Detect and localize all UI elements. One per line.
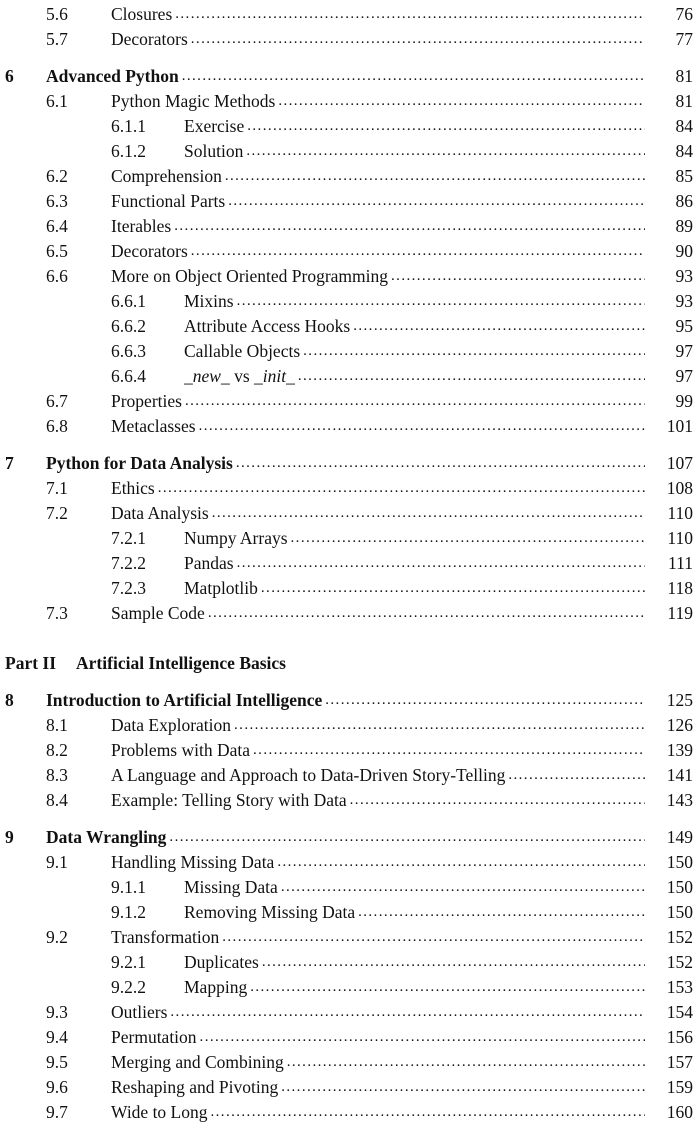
toc-title-part: vs <box>229 366 255 386</box>
toc-page-number: 143 <box>666 790 693 810</box>
toc-number: 9.4 <box>46 1027 68 1047</box>
toc-entry <box>111 476 645 500</box>
toc-section-row[interactable] <box>0 738 695 762</box>
toc-page-number: 118 <box>667 578 693 598</box>
dot-leader <box>262 950 645 974</box>
toc-entry <box>111 264 645 288</box>
dot-leader <box>508 763 645 787</box>
toc-entry <box>184 975 645 999</box>
toc-page-number: 76 <box>675 4 693 24</box>
toc-page-number: 97 <box>675 341 693 361</box>
toc-section-row[interactable] <box>0 1000 695 1024</box>
toc-title: Decorators <box>111 29 188 49</box>
toc-entry <box>111 601 645 625</box>
dot-leader <box>199 414 645 438</box>
dot-leader <box>185 389 645 413</box>
toc-section-row[interactable] <box>0 601 695 625</box>
toc-entry <box>111 925 645 949</box>
toc-section-row[interactable] <box>0 1075 695 1099</box>
toc-entry <box>111 389 645 413</box>
toc-title: Iterables <box>111 216 172 236</box>
part-title: Artificial Intelligence Basics <box>76 653 286 673</box>
toc-page-number: 152 <box>666 952 693 972</box>
toc-title: Data Wrangling <box>46 827 167 847</box>
toc-page-number: 107 <box>666 453 693 473</box>
toc-title: Exercise <box>184 116 245 136</box>
toc-title: Advanced Python <box>46 66 179 86</box>
toc-title: Duplicates <box>184 952 259 972</box>
toc-number: 9.2.1 <box>111 952 146 972</box>
toc-page-number: 95 <box>675 316 693 336</box>
toc-title: Numpy Arrays <box>184 528 288 548</box>
toc-section-row[interactable] <box>0 1050 695 1074</box>
toc-page-number: 149 <box>666 827 693 847</box>
toc-entry <box>46 64 645 88</box>
toc-page-number: 110 <box>667 528 693 548</box>
dot-leader <box>250 975 645 999</box>
toc-title: Python for Data Analysis <box>46 453 233 473</box>
toc-chapter-row[interactable] <box>0 64 695 88</box>
toc-entry <box>111 1000 645 1024</box>
toc-title: Transformation <box>111 927 220 947</box>
toc-entry <box>111 1050 645 1074</box>
toc-title: Mapping <box>184 977 248 997</box>
toc-page-number: 81 <box>675 66 693 86</box>
dot-leader <box>303 339 645 363</box>
dot-leader <box>225 164 645 188</box>
dot-leader <box>237 289 645 313</box>
toc-entry <box>111 27 645 51</box>
toc-title: Problems with Data <box>111 740 251 760</box>
dot-leader <box>200 1025 645 1049</box>
toc-number: 9 <box>5 827 14 847</box>
toc-number: 6.6.3 <box>111 341 146 361</box>
toc-chapter-row[interactable] <box>0 825 695 849</box>
toc-title: Functional Parts <box>111 191 226 211</box>
toc-section-row[interactable] <box>0 89 695 113</box>
toc-title: Removing Missing Data <box>184 902 356 922</box>
part-heading <box>5 651 286 675</box>
toc-entry <box>184 950 645 974</box>
toc-title: Example: Telling Story with Data <box>111 790 347 810</box>
toc-entry <box>184 314 645 338</box>
toc-page-number: 126 <box>666 715 693 735</box>
toc-section-row[interactable] <box>0 239 695 263</box>
toc-entry <box>111 2 645 26</box>
dot-leader <box>234 713 645 737</box>
toc-title: A Language and Approach to Data-Driven Story-Telling <box>111 765 506 785</box>
dot-leader <box>281 875 645 899</box>
toc-page-number: 77 <box>675 29 693 49</box>
toc-chapter-row[interactable] <box>0 688 695 712</box>
toc-title: Callable Objects <box>184 341 301 361</box>
toc-title: Merging and Combining <box>111 1052 284 1072</box>
toc-number: 6.3 <box>46 191 68 211</box>
toc-number: 6.4 <box>46 216 68 236</box>
toc-entry <box>184 289 645 313</box>
toc-page-number: 86 <box>675 191 693 211</box>
toc-number: 5.6 <box>46 4 68 24</box>
toc-page-number: 84 <box>675 116 693 136</box>
dot-leader <box>291 526 645 550</box>
toc-entry <box>111 89 645 113</box>
toc-subsection-row[interactable] <box>0 364 695 388</box>
toc-section-row[interactable] <box>0 788 695 812</box>
toc-page-number: 84 <box>675 141 693 161</box>
toc-section-row[interactable] <box>0 414 695 438</box>
toc-title: Introduction to Artificial Intelligence <box>46 690 323 710</box>
toc-title: Matplotlib <box>184 578 258 598</box>
dot-leader <box>350 788 645 812</box>
dot-leader <box>191 27 645 51</box>
toc-title: Data Exploration <box>111 715 232 735</box>
toc-title: Decorators <box>111 241 188 261</box>
toc-title: Mixins <box>184 291 234 311</box>
toc-section-row[interactable] <box>0 925 695 949</box>
dot-leader <box>325 688 645 712</box>
toc-section-row[interactable] <box>0 27 695 51</box>
toc-section-row[interactable] <box>0 1100 695 1124</box>
toc-number: 7.2.3 <box>111 578 146 598</box>
toc-number: 9.7 <box>46 1102 68 1122</box>
toc-page-number: 101 <box>666 416 693 436</box>
toc-number: 9.2 <box>46 927 68 947</box>
toc-page-number: 141 <box>666 765 693 785</box>
toc-entry <box>184 875 645 899</box>
dot-leader <box>246 139 645 163</box>
toc-page-number: 150 <box>666 902 693 922</box>
toc-section-row[interactable] <box>0 164 695 188</box>
toc-entry <box>184 576 645 600</box>
toc-page-number: 85 <box>675 166 693 186</box>
dot-leader <box>158 476 645 500</box>
dot-leader <box>253 738 645 762</box>
dot-leader <box>278 89 645 113</box>
toc-number: 8.4 <box>46 790 68 810</box>
toc-page-number: 93 <box>675 291 693 311</box>
toc-entry <box>111 763 645 787</box>
toc-title: Reshaping and Pivoting <box>111 1077 279 1097</box>
toc-entry <box>111 189 645 213</box>
toc-page-number: 97 <box>675 366 693 386</box>
toc-title: Metaclasses <box>111 416 196 436</box>
toc-number: 6.6 <box>46 266 68 286</box>
toc-subsection-row[interactable] <box>0 576 695 600</box>
toc-number: 7 <box>5 453 14 473</box>
toc-section-row[interactable] <box>0 476 695 500</box>
toc-title: Sample Code <box>111 603 205 623</box>
toc-section-row[interactable] <box>0 214 695 238</box>
toc-number: 9.6 <box>46 1077 68 1097</box>
toc-entry <box>111 713 645 737</box>
dot-leader <box>353 314 645 338</box>
toc-page-number: 152 <box>666 927 693 947</box>
toc-entry <box>184 339 645 363</box>
toc-entry <box>111 501 645 525</box>
toc-section-row[interactable] <box>0 389 695 413</box>
toc-number: 7.1 <box>46 478 68 498</box>
toc-number: 6.1 <box>46 91 68 111</box>
toc-entry <box>46 688 645 712</box>
toc-entry <box>184 139 645 163</box>
toc-number: 9.1.1 <box>111 877 146 897</box>
toc-number: 7.2.2 <box>111 553 146 573</box>
toc-page-number: 157 <box>666 1052 693 1072</box>
dot-leader <box>298 364 645 388</box>
toc-page-number: 150 <box>666 852 693 872</box>
toc-number: 6.8 <box>46 416 68 436</box>
toc-entry <box>111 788 645 812</box>
toc-entry <box>111 164 645 188</box>
toc-title-part: _new_ <box>184 366 230 386</box>
toc-chapter-row[interactable] <box>0 451 695 475</box>
toc-section-row[interactable] <box>0 264 695 288</box>
toc-entry <box>111 738 645 762</box>
toc-page-number: 119 <box>667 603 693 623</box>
dot-leader <box>182 64 645 88</box>
toc-section-row[interactable] <box>0 501 695 525</box>
toc-title: Data Analysis <box>111 503 209 523</box>
dot-leader <box>247 114 645 138</box>
toc-number: 8.3 <box>46 765 68 785</box>
dot-leader <box>391 264 645 288</box>
toc-number: 8.2 <box>46 740 68 760</box>
toc-page-number: 150 <box>666 877 693 897</box>
dot-leader <box>175 2 645 26</box>
toc-entry <box>111 850 645 874</box>
toc-number: 5.7 <box>46 29 68 49</box>
toc-subsection-row[interactable] <box>0 551 695 575</box>
dot-leader <box>170 1000 645 1024</box>
toc-entry <box>111 239 645 263</box>
toc-page-number: 110 <box>667 503 693 523</box>
toc-page-number: 99 <box>675 391 693 411</box>
toc-title <box>184 364 298 388</box>
toc-section-row[interactable] <box>0 189 695 213</box>
toc-subsection-row[interactable] <box>0 289 695 313</box>
toc-number: 6.1.2 <box>111 141 146 161</box>
toc-entry <box>184 526 645 550</box>
toc-number: 9.1 <box>46 852 68 872</box>
toc-title: Ethics <box>111 478 155 498</box>
toc-page-number: 93 <box>675 266 693 286</box>
dot-leader <box>237 551 645 575</box>
toc-page-number: 139 <box>666 740 693 760</box>
toc-page-number: 125 <box>666 690 693 710</box>
toc-subsection-row[interactable] <box>0 875 695 899</box>
toc-page-number: 156 <box>666 1027 693 1047</box>
toc-section-row[interactable] <box>0 850 695 874</box>
toc-number: 7.2.1 <box>111 528 146 548</box>
toc-entry <box>111 1025 645 1049</box>
toc-title: More on Object Oriented Programming <box>111 266 389 286</box>
toc-entry <box>184 900 645 924</box>
dot-leader <box>281 1075 645 1099</box>
toc-number: 7.3 <box>46 603 68 623</box>
toc-entry <box>111 1100 645 1124</box>
toc-section-row[interactable] <box>0 713 695 737</box>
toc-number: 9.1.2 <box>111 902 146 922</box>
toc-page-number: 90 <box>675 241 693 261</box>
dot-leader <box>212 501 645 525</box>
toc-title: Python Magic Methods <box>111 91 276 111</box>
toc-page-number: 153 <box>666 977 693 997</box>
toc-entry <box>184 551 645 575</box>
toc-entry <box>111 1075 645 1099</box>
dot-leader <box>169 825 645 849</box>
dot-leader <box>222 925 645 949</box>
toc-page-number: 154 <box>666 1002 693 1022</box>
toc-entry <box>184 364 645 388</box>
toc-subsection-row[interactable] <box>0 339 695 363</box>
toc-number: 8.1 <box>46 715 68 735</box>
part-label: Part II <box>5 653 57 673</box>
toc-entry <box>184 114 645 138</box>
toc-number: 6.6.4 <box>111 366 146 386</box>
toc-subsection-row[interactable] <box>0 975 695 999</box>
toc-title: Outliers <box>111 1002 168 1022</box>
toc-title: Solution <box>184 141 244 161</box>
dot-leader <box>277 850 645 874</box>
toc-section-row[interactable] <box>0 2 695 26</box>
toc-number: 9.3 <box>46 1002 68 1022</box>
toc-section-row[interactable] <box>0 1025 695 1049</box>
toc-page-number: 160 <box>666 1102 693 1122</box>
toc-title: Attribute Access Hooks <box>184 316 351 336</box>
dot-leader <box>174 214 645 238</box>
toc-title-part: _init_ <box>254 366 295 386</box>
dot-leader <box>358 900 645 924</box>
toc-title: Wide to Long <box>111 1102 208 1122</box>
dot-leader <box>211 1100 646 1124</box>
toc-entry <box>111 214 645 238</box>
toc-subsection-row[interactable] <box>0 114 695 138</box>
toc-number: 8 <box>5 690 14 710</box>
toc-number: 6.1.1 <box>111 116 146 136</box>
toc-number: 6.5 <box>46 241 68 261</box>
toc-title: Closures <box>111 4 173 24</box>
toc-number: 6.6.2 <box>111 316 146 336</box>
toc-number: 9.5 <box>46 1052 68 1072</box>
toc-entry <box>46 825 645 849</box>
dot-leader <box>208 601 645 625</box>
toc-title: Properties <box>111 391 182 411</box>
toc-title: Missing Data <box>184 877 278 897</box>
toc-number: 6 <box>5 66 14 86</box>
toc-entry <box>46 451 645 475</box>
toc-page-number: 89 <box>675 216 693 236</box>
toc-number: 6.2 <box>46 166 68 186</box>
toc-title: Permutation <box>111 1027 197 1047</box>
toc-number: 6.7 <box>46 391 68 411</box>
toc-subsection-row[interactable] <box>0 900 695 924</box>
toc-subsection-row[interactable] <box>0 526 695 550</box>
dot-leader <box>236 451 645 475</box>
toc-page-number: 159 <box>666 1077 693 1097</box>
toc-page-number: 108 <box>666 478 693 498</box>
dot-leader <box>261 576 645 600</box>
dot-leader <box>228 189 645 213</box>
toc-number: 6.6.1 <box>111 291 146 311</box>
toc-title: Comprehension <box>111 166 222 186</box>
toc-section-row[interactable] <box>0 763 695 787</box>
toc-title: Pandas <box>184 553 234 573</box>
toc-page-number: 81 <box>675 91 693 111</box>
dot-leader <box>287 1050 645 1074</box>
toc-title: Handling Missing Data <box>111 852 275 872</box>
toc-page-number: 111 <box>668 553 693 573</box>
toc-subsection-row[interactable] <box>0 139 695 163</box>
toc-number: 9.2.2 <box>111 977 146 997</box>
dot-leader <box>191 239 645 263</box>
toc-number: 7.2 <box>46 503 68 523</box>
toc-subsection-row[interactable] <box>0 314 695 338</box>
toc-entry <box>111 414 645 438</box>
toc-subsection-row[interactable] <box>0 950 695 974</box>
